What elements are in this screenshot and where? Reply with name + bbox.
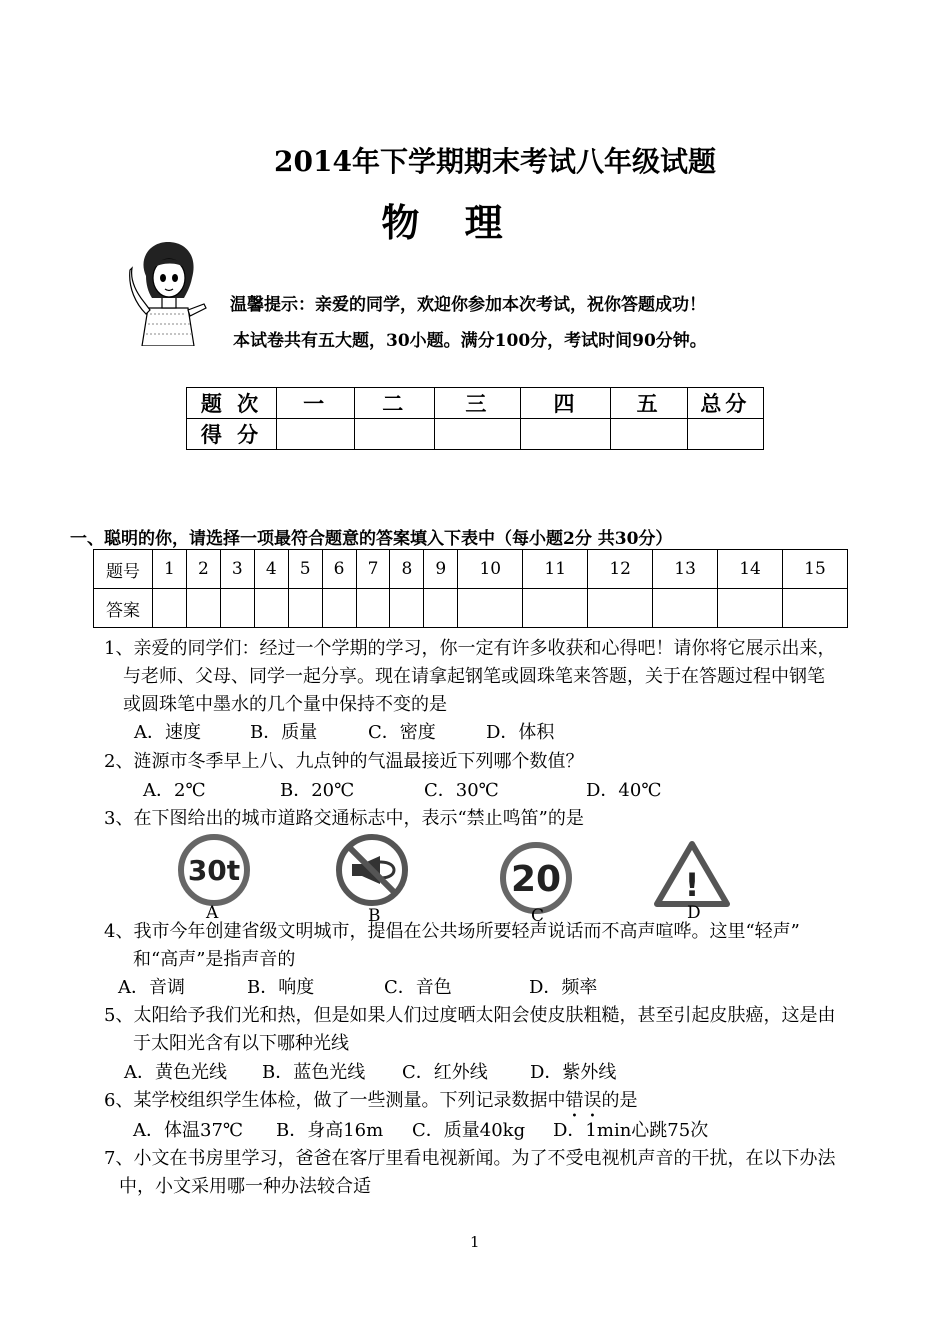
score-input-cell[interactable] (355, 419, 435, 450)
q1-line-1: 1、亲爱的同学们：经过一个学期的学习，你一定有许多收获和心得吧！请你将它展示出来， (104, 638, 836, 659)
q7-line-2: 中，小文采用哪一种办法较合适 (119, 1176, 371, 1197)
answer-input-cell[interactable] (356, 589, 390, 628)
answer-input-cell[interactable] (153, 589, 187, 628)
traffic-sign-a-weight-limit[interactable] (178, 834, 250, 906)
tip-line-1: 温馨提示：亲爱的同学，欢迎你参加本次考试，祝你答题成功！ (230, 295, 706, 315)
answer-input-cell[interactable] (782, 589, 847, 628)
question-number-cell: 10 (458, 550, 523, 589)
traffic-sign-b-no-horn-icon[interactable] (336, 834, 408, 906)
q5-option-c[interactable]: C．红外线 (402, 1062, 488, 1083)
q4-option-d[interactable]: D．频率 (529, 977, 598, 998)
score-input-cell[interactable] (521, 419, 611, 450)
answer-input-cell[interactable] (186, 589, 220, 628)
answer-input-cell[interactable] (653, 589, 718, 628)
score-input-cell[interactable] (277, 419, 355, 450)
traffic-sign-c-speed-limit[interactable] (500, 842, 572, 914)
traffic-sign-d-warning-icon[interactable] (654, 840, 730, 908)
q6-line-1 (104, 1086, 637, 1115)
question-number-cell: 2 (186, 550, 220, 589)
q4-line-2: 和“高声”是指声音的 (133, 949, 296, 970)
q6-emphasis-char-1: 错 (565, 1090, 584, 1111)
q2-option-c[interactable]: C．30℃ (424, 780, 499, 801)
q6-text-pre: 6、某学校组织学生体检，做了一些测量。下列记录数据中 (104, 1090, 566, 1111)
q1-line-2: 与老师、父母、同学一起分享。现在请拿起钢笔或圆珠笔来答题，关于在答题过程中钢笔 (123, 666, 825, 687)
q4-option-b[interactable]: B．响度 (247, 977, 315, 998)
score-header-cell: 题 次 (187, 388, 277, 419)
sign-label-a: A (206, 903, 219, 923)
score-header-cell: 三 (435, 388, 521, 419)
answer-table (93, 549, 848, 628)
q4-line-1: 4、我市今年创建省级文明城市，提倡在公共场所要轻声说话而不高声喧哗。这里“轻声” (104, 921, 800, 942)
answer-input-cell[interactable] (588, 589, 653, 628)
question-number-cell: 14 (718, 550, 783, 589)
q1-option-a[interactable]: A．速度 (134, 722, 201, 743)
question-number-cell: 3 (220, 550, 254, 589)
answer-input-cell[interactable] (390, 589, 424, 628)
question-number-cell: 8 (390, 550, 424, 589)
question-number-cell: 12 (588, 550, 653, 589)
svg-text:20: 20 (510, 859, 562, 900)
teacher-illustration (128, 238, 208, 346)
answer-row-label: 题号 (94, 550, 153, 589)
question-number-cell: 4 (254, 550, 288, 589)
subject-title: 物 理 (381, 200, 519, 245)
question-number-cell: 1 (153, 550, 187, 589)
score-row-label: 得 分 (187, 419, 277, 450)
q6-emphasis-char-2: 误 (583, 1090, 602, 1111)
exam-title: 2014年下学期期末考试八年级试题 (274, 145, 716, 178)
score-header-cell: 总分 (687, 388, 763, 419)
score-header-cell: 一 (277, 388, 355, 419)
q2-line-1: 2、涟源市冬季早上八、九点钟的气温最接近下列哪个数值？ (104, 751, 584, 772)
question-number-cell: 5 (288, 550, 322, 589)
q2-option-d[interactable]: D．40℃ (586, 780, 662, 801)
question-number-cell: 11 (523, 550, 588, 589)
q5-line-1: 5、太阳给予我们光和热，但是如果人们过度晒太阳会使皮肤粗糙，甚至引起皮肤癌，这是由 (104, 1005, 836, 1026)
q4-option-c[interactable]: C．音色 (384, 977, 452, 998)
q6-text-post: 的是 (601, 1090, 638, 1111)
answer-input-cell[interactable] (424, 589, 458, 628)
answer-input-cell[interactable] (220, 589, 254, 628)
score-input-cell[interactable] (435, 419, 521, 450)
score-header-cell: 二 (355, 388, 435, 419)
question-number-cell: 7 (356, 550, 390, 589)
q1-option-b[interactable]: B．质量 (250, 722, 318, 743)
score-header-cell: 四 (521, 388, 611, 419)
section-1-heading: 一、聪明的你，请选择一项最符合题意的答案填入下表中（每小题2分 共30分） (70, 529, 673, 549)
question-number-cell: 15 (782, 550, 847, 589)
q1-option-c[interactable]: C．密度 (368, 722, 436, 743)
svg-text:30t: 30t (187, 854, 241, 887)
score-table (186, 387, 764, 450)
page-number: 1 (470, 1233, 480, 1251)
q2-option-b[interactable]: B．20℃ (280, 780, 355, 801)
q6-option-a[interactable]: A．体温37℃ (133, 1120, 244, 1141)
answer-input-cell[interactable] (322, 589, 356, 628)
sign-label-c: C (531, 906, 545, 926)
q6-option-c[interactable]: C．质量40kg (412, 1120, 526, 1141)
q2-option-a[interactable]: A．2℃ (143, 780, 206, 801)
q7-line-1: 7、小文在书房里学习，爸爸在客厅里看电视新闻。为了不受电视机声音的干扰，在以下办法 (104, 1148, 836, 1169)
q1-line-3: 或圆珠笔中墨水的几个量中保持不变的是 (123, 694, 447, 715)
answer-input-cell[interactable] (254, 589, 288, 628)
answer-row-label: 答案 (94, 589, 153, 628)
answer-input-cell[interactable] (523, 589, 588, 628)
score-input-cell[interactable] (611, 419, 687, 450)
question-number-cell: 6 (322, 550, 356, 589)
svg-text:!: ! (684, 866, 700, 904)
question-number-cell: 9 (424, 550, 458, 589)
q5-option-b[interactable]: B．蓝色光线 (262, 1062, 366, 1083)
q6-option-d[interactable]: D．1min心跳75次 (553, 1120, 709, 1141)
answer-input-cell[interactable] (458, 589, 523, 628)
q5-line-2: 于太阳光含有以下哪种光线 (133, 1033, 349, 1054)
score-header-cell: 五 (611, 388, 687, 419)
q3-line-1: 3、在下图给出的城市道路交通标志中，表示“禁止鸣笛”的是 (104, 808, 584, 829)
q5-option-a[interactable]: A．黄色光线 (124, 1062, 227, 1083)
q1-option-d[interactable]: D．体积 (486, 722, 555, 743)
answer-input-cell[interactable] (288, 589, 322, 628)
score-input-cell[interactable] (687, 419, 763, 450)
question-number-cell: 13 (653, 550, 718, 589)
sign-label-b: B (368, 906, 381, 926)
q6-option-b[interactable]: B．身高16m (276, 1120, 384, 1141)
answer-input-cell[interactable] (718, 589, 783, 628)
tip-line-2: 本试卷共有五大题，30小题。满分100分，考试时间90分钟。 (233, 331, 707, 351)
q4-option-a[interactable]: A．音调 (118, 977, 185, 998)
q5-option-d[interactable]: D．紫外线 (530, 1062, 617, 1083)
sign-label-d: D (687, 903, 701, 923)
